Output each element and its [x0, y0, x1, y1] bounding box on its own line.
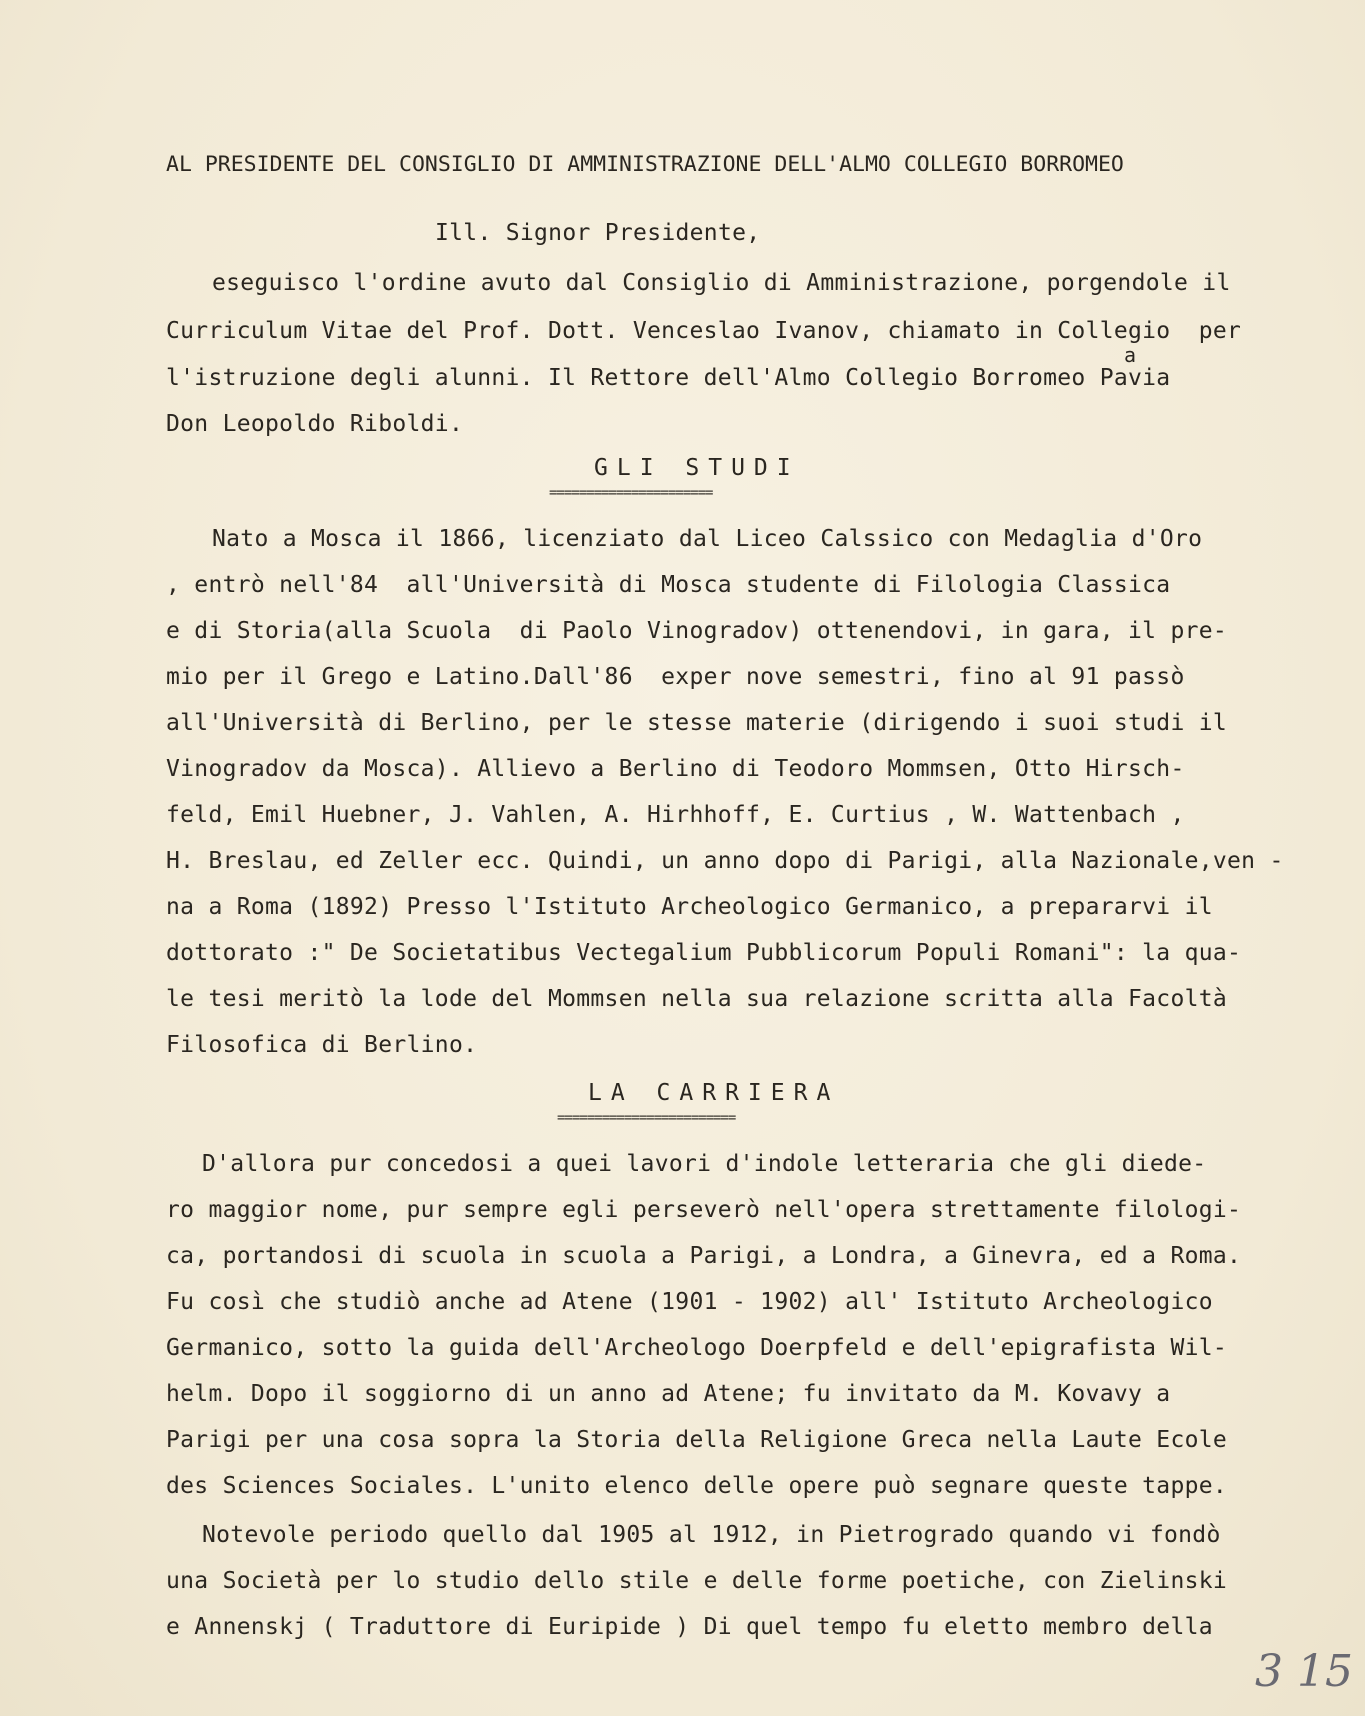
body-line: Germanico, sotto la guida dell'Archeologo Doerpfeld e dell'epigrafista Wil-: [166, 1335, 1228, 1361]
body-line: Vinogradov da Mosca). Allievo a Berlino di Teodoro Mommsen, Otto Hirsch-: [166, 756, 1185, 782]
body-line: una Società per lo studio dello stile e delle forme poetiche, con Zielinski: [166, 1568, 1228, 1594]
section-heading-la-carriera: LA CARRIERA: [588, 1080, 840, 1106]
body-line: helm. Dopo il soggiorno di un anno ad Atene; fu invitato da M. Kovavy a: [166, 1381, 1171, 1407]
body-line: dottorato :" De Societatibus Vectegalium Pubblicorum Populi Romani": la qua-: [166, 940, 1242, 966]
body-line: ca, portandosi di scuola in scuola a Parigi, a Londra, a Ginevra, ed a Roma.: [166, 1243, 1242, 1269]
folio-number: 3 15: [1255, 1646, 1353, 1697]
intro-insertion: a: [1124, 343, 1137, 367]
body-line: mio per il Grego e Latino.Dall'86 exper nove semestri, fino al 91 passò: [166, 664, 1185, 690]
body-line: e Annenskj ( Traduttore di Euripide ) Di quel tempo fu eletto membro della: [166, 1614, 1213, 1640]
body-line: Notevole periodo quello dal 1905 al 1912, in Pietrogrado quando vi fondò: [202, 1522, 1221, 1548]
salutation: Ill. Signor Presidente,: [435, 220, 761, 246]
addressee-line: AL PRESIDENTE DEL CONSIGLIO DI AMMINISTRAZIONE DELL'ALMO COLLEGIO BORROMEO: [166, 152, 1124, 177]
body-line: feld, Emil Huebner, J. Vahlen, A. Hirhhoff, E. Curtius , W. Wattenbach ,: [166, 802, 1185, 828]
intro-line: l'istruzione degli alunni. Il Rettore dell'Almo Collegio Borromeo Pavia: [166, 365, 1171, 391]
body-line: Fu così che studiò anche ad Atene (1901 - 1902) all' Istituto Archeologico: [166, 1289, 1213, 1315]
body-line: Filosofica di Berlino.: [166, 1032, 478, 1058]
intro-line: Curriculum Vitae del Prof. Dott. Venceslao Ivanov, chiamato in Collegio per: [166, 318, 1242, 344]
body-line: all'Università di Berlino, per le stesse materie (dirigendo i suoi studi il: [166, 710, 1228, 736]
intro-line: Don Leopoldo Riboldi.: [166, 411, 464, 437]
body-line: e di Storia(alla Scuola di Paolo Vinogradov) ottenendovi, in gara, il pre-: [166, 618, 1228, 644]
body-line: , entrò nell'84 all'Università di Mosca studente di Filologia Classica: [166, 572, 1171, 598]
section-underline: ========================: [557, 1110, 736, 1126]
body-line: Parigi per una cosa sopra la Storia della Religione Greca nella Laute Ecole: [166, 1427, 1228, 1453]
body-line: des Sciences Sociales. L'unito elenco delle opere può segnare queste tappe.: [166, 1473, 1228, 1499]
body-line: ro maggior nome, pur sempre egli perseverò nell'opera strettamente filologi-: [166, 1197, 1242, 1223]
intro-line: eseguisco l'ordine avuto dal Consiglio di Amministrazione, porgendole il: [212, 270, 1231, 296]
body-line: D'allora pur concedosi a quei lavori d'indole letteraria che gli diede-: [202, 1151, 1207, 1177]
body-line: na a Roma (1892) Presso l'Istituto Archeologico Germanico, a prepararvi il: [166, 894, 1213, 920]
body-line: Nato a Mosca il 1866, licenziato dal Liceo Calssico con Medaglia d'Oro: [212, 526, 1203, 552]
body-line: H. Breslau, ed Zeller ecc. Quindi, un anno dopo di Parigi, alla Nazionale,ven -: [166, 848, 1284, 874]
section-heading-gli-studi: GLI STUDI: [594, 455, 800, 481]
section-underline: ======================: [549, 485, 713, 501]
body-line: le tesi meritò la lode del Mommsen nella sua relazione scritta alla Facoltà: [166, 986, 1228, 1012]
